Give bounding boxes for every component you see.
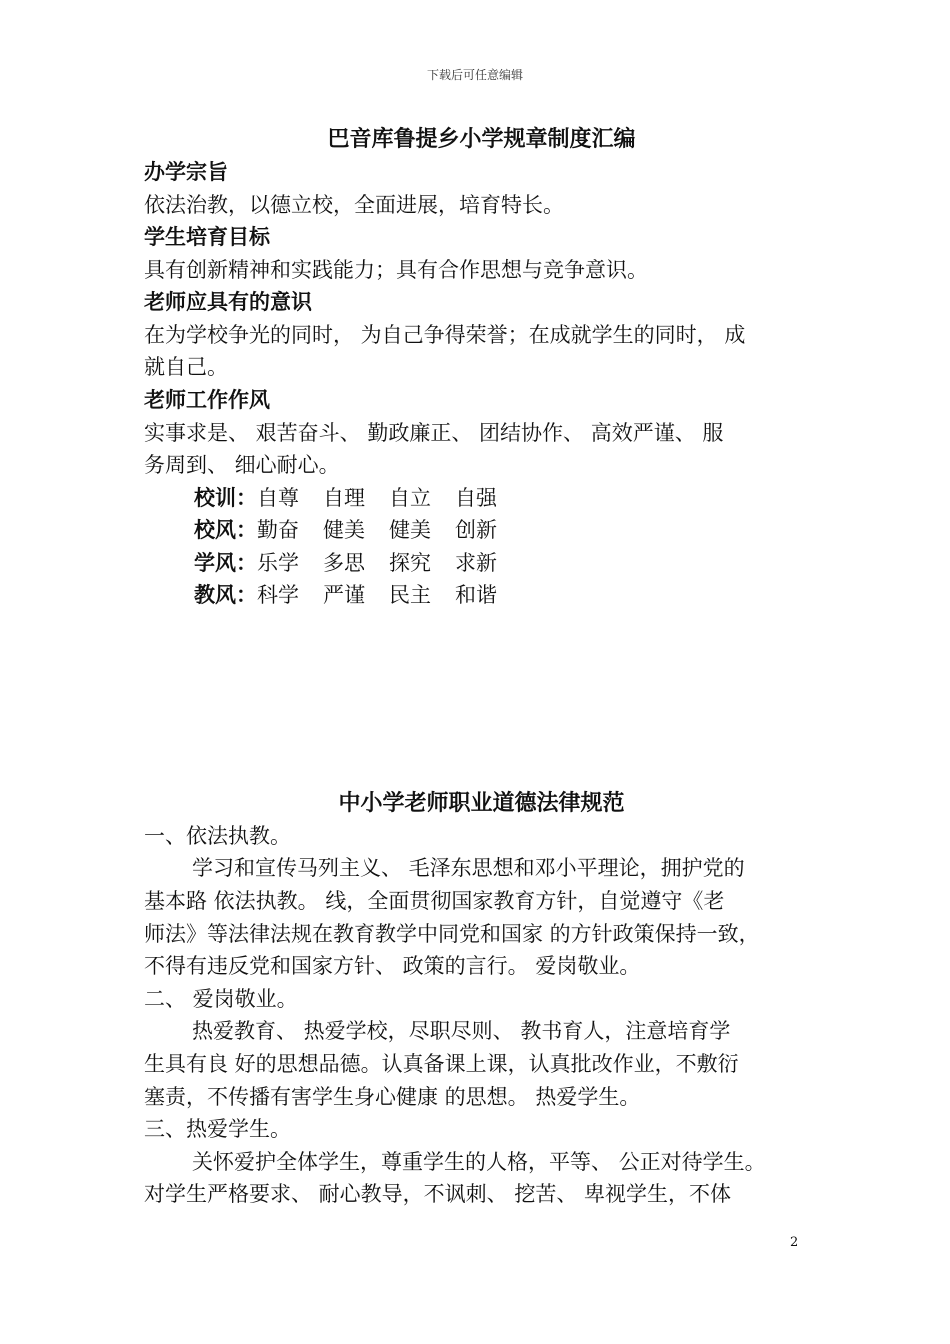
ethics-line: 学习和宣传马列主义、 毛泽东思想和邓小平理论，拥护党的 [192, 856, 745, 880]
ethics-line: 生具有良 好的思想品德。认真备课上课，认真批改作业，不敷衍 [144, 1052, 739, 1076]
motto-word: 创新 [455, 518, 497, 542]
motto-word: 探究 [389, 551, 431, 575]
section-text-style-2: 务周到、 细心耐心。 [144, 453, 340, 477]
ethics-line: 不得有违反党和国家方针、 政策的言行。 爱岗敬业。 [144, 954, 641, 978]
section-heading-awareness: 老师应具有的意识 [144, 290, 312, 314]
document-title: 巴音库鲁提乡小学规章制度汇编 [327, 127, 636, 152]
ethics-line: 二、 爱岗敬业。 [144, 987, 298, 1011]
section-heading-goal: 学生培育目标 [144, 225, 270, 249]
motto-word: 和谐 [455, 583, 497, 607]
motto-word: 民主 [389, 583, 431, 607]
ethics-line: 塞责，不传播有害学生身心健康 的思想。 热爱学生。 [144, 1085, 641, 1109]
ethics-line: 关怀爱护全体学生，尊重学生的人格，平等、 公正对待学生。 [192, 1150, 766, 1174]
motto-word: 勤奋 [257, 518, 299, 542]
section-text-awareness-1: 在为学校争光的同时， 为自己争得荣誉；在成就学生的同时， 成 [144, 323, 746, 347]
motto-word: 多思 [323, 551, 365, 575]
motto-word: 自立 [389, 486, 431, 510]
ethics-line: 对学生严格要求、 耐心教导，不讽刺、 挖苦、 卑视学生，不体 [144, 1182, 732, 1206]
motto-row-ethos [194, 514, 521, 544]
motto-word: 自理 [323, 486, 365, 510]
ethics-line: 三、热爱学生。 [144, 1117, 291, 1141]
ethics-line: 基本路 依法执教。 线，全面贯彻国家教育方针，自觉遵守《老 [144, 889, 725, 913]
motto-word: 健美 [323, 518, 365, 542]
motto-word: 自尊 [257, 486, 299, 510]
ethics-line: 一、依法执教。 [144, 824, 291, 848]
section-text-goal: 具有创新精神和实践能力；具有合作思想与竞争意识。 [144, 258, 648, 282]
motto-label: 教风： [194, 583, 257, 607]
motto-row-school [194, 482, 521, 512]
motto-word: 严谨 [323, 583, 365, 607]
motto-label: 校风： [194, 518, 257, 542]
section-heading-mission: 办学宗旨 [144, 160, 228, 184]
motto-word: 科学 [257, 583, 299, 607]
motto-word: 自强 [455, 486, 497, 510]
page-number: 2 [790, 1235, 799, 1250]
section-title-ethics: 中小学老师职业道德法律规范 [338, 791, 625, 816]
header-note: 下载后可任意编辑 [426, 68, 523, 82]
section-heading-style: 老师工作作风 [144, 388, 270, 412]
ethics-line: 热爱教育、 热爱学校，尽职尽则、 教书育人，注意培育学 [192, 1019, 731, 1043]
motto-row-study [194, 547, 521, 577]
motto-label: 学风： [194, 551, 257, 575]
ethics-line: 师法》等法律法规在教育教学中同党和国家 的方针政策保持一致， [144, 922, 760, 946]
motto-word: 健美 [389, 518, 431, 542]
motto-row-teaching [194, 579, 521, 609]
motto-label: 校训： [194, 486, 257, 510]
section-text-style-1: 实事求是、 艰苦奋斗、 勤政廉正、 团结协作、 高效严谨、 服 [144, 421, 724, 445]
motto-word: 乐学 [257, 551, 299, 575]
section-text-mission: 依法治教，以德立校，全面进展，培育特长。 [144, 193, 564, 217]
section-text-awareness-2: 就自己。 [144, 355, 228, 379]
motto-word: 求新 [455, 551, 497, 575]
